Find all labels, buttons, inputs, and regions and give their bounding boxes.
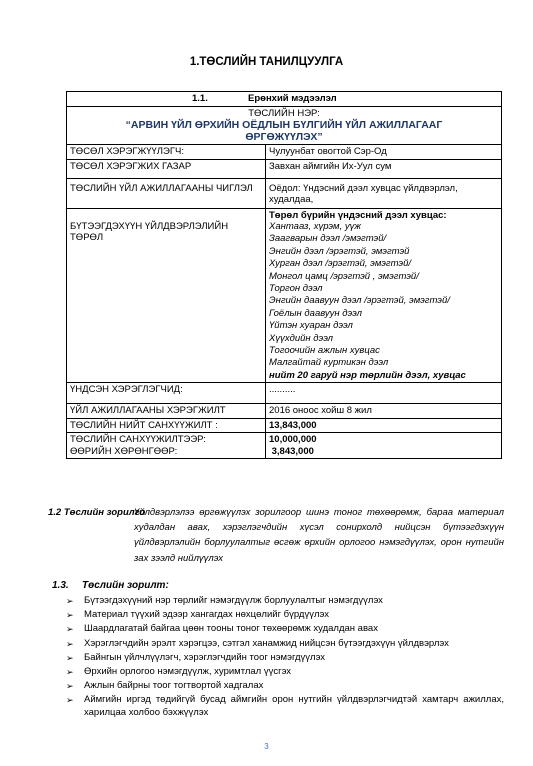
list-item [66,595,504,607]
row-value: 10,000,000 [269,434,317,446]
list-item [66,666,504,678]
list-item [66,638,504,650]
product-total: нийт 20 гаруй нэр төрлийн дээл, хувцас [269,369,466,381]
list-item: Гоёлын даавуун дээл [269,307,362,319]
row-label: ТӨСЛИЙН ҮЙЛ АЖИЛЛАГААНЫ ЧИГЛЭЛ [67,178,266,208]
list-item: Тогоочийн ажлын хувцас [269,345,380,357]
list-item [66,609,504,621]
objectives-list [66,595,504,721]
row-value: .......... [266,383,502,404]
list-item: Заагварын дээл /эмэгтэй/ [269,233,387,245]
table-row [67,92,502,107]
product-list-cell [266,208,502,383]
list-item [66,694,504,718]
list-item: Малгайтай куртикэн дээл [269,357,389,369]
arrow-bullet-icon: ➢ [66,624,74,635]
project-name-line1: “АРВИН ҮЙЛ ӨРХИЙН ОЁДЛЫН БҮЛГИЙН ҮЙЛ АЖИЛЛАГААГ [125,119,443,131]
row-value: 3,843,000 [269,445,314,457]
list-item: Торгон дээл [269,283,323,295]
list-item-text: Байнгын үйлчлүүлэгч, хэрэглэгчдийн тоог нэмэгдүүлэх [84,651,326,663]
list-item: Энгийн даавуун дээл /эрэгтэй, эмэгтэй/ [269,295,450,307]
list-item: Хурган дээл /эрэгтэй, эмэгтэй/ [269,258,411,270]
list-item: Энгийн дээл /эрэгтэй, эмэгтэй [269,245,410,257]
table-row [67,145,502,160]
table-row [67,208,502,383]
row-value: 2016 оноос хойш 8 жил [266,404,502,419]
arrow-bullet-icon: ➢ [66,695,74,706]
table-row [67,418,502,433]
finance-labels [67,433,266,459]
list-item-text: Аймгийн иргэд төдийгүй бусад аймгийн орон нутгийн үйлдвэрлэгчидтэй хамтарч ажиллах, харилцаа холбоо бэхжүүлэх [84,694,504,718]
objectives-number: 1.3. [52,580,69,591]
row-label: ТӨСЛИЙН НИЙТ САНХҮҮЖИЛТ : [67,418,266,433]
arrow-bullet-icon: ➢ [66,610,74,621]
list-item [66,652,504,664]
row-label: БҮТЭЭГДЭХҮҮН ҮЙЛДВЭРЛЭЛИЙН ТӨРӨЛ [67,208,266,383]
list-item-text: Шаардлагатай байгаа цөөн тооны тоног төхөөрөмж худалдан авах [84,623,378,635]
table-row [67,159,502,178]
list-item: Үйтэн хуаран дээл [269,320,353,332]
row-value: Завхан аймгийн Их-Уул сум [266,159,502,178]
page-number: 3 [264,742,269,751]
list-item [66,623,504,635]
section-label: Ерөнхий мэдээлэл [248,93,337,104]
project-name-cell [67,106,502,145]
table-row [67,404,502,419]
project-name-line2: ӨРГӨЖҮҮЛЭХ” [245,131,323,143]
row-value: Оёдол: Үндэсний дээл хувцас үйлдвэрлэл, худалдаа, [266,178,502,208]
row-label: ТӨСӨЛ ХЭРЭГЖИХ ГАЗАР [67,159,266,178]
list-item-text: Өрхийн орлогоо нэмэгдүүлж, хуримтлал үүсгэх [84,666,292,678]
objectives-heading [52,580,169,591]
list-item: Хүүхдийн дээл [269,332,334,344]
row-label: ҮНДСЭН ХЭРЭГЛЭГЧИД: [67,383,266,404]
list-item-text: Ажлын байрны тоог тогтвортой хадгалах [84,680,264,692]
goal-label: 1.2 Төслийн зорилго [48,507,146,518]
list-item-text: Бүтээгдэхүүний нэр төрлийг нэмэгдүүлж борлуулалтыг нэмэгдүүлэх [84,595,383,606]
page-title: 1.ТӨСЛИЙН ТАНИЛЦУУЛГА [189,56,344,68]
row-label: ӨӨРИЙН ХӨРӨНГӨӨР: [70,445,178,457]
arrow-bullet-icon: ➢ [66,681,74,692]
row-label: ҮЙЛ АЖИЛЛАГААНЫ ХЭРЭГЖИЛТ [67,404,266,419]
list-item-text: Материал түүхий эдээр хангагдах нөхцөлийг бүрдүүлэх [84,609,330,621]
product-list-header: Төрөл бүрийн үндэсний дээл хувцас: [269,209,447,221]
arrow-bullet-icon: ➢ [66,667,74,678]
arrow-bullet-icon: ➢ [66,652,74,663]
table-row [67,106,502,145]
goal-text: Үйлдвэрлэлээ өргөжүүлэх зорилгоор шинэ тоног төхөөрөмж, бараа материал худалдан авах, хэрэглэгчдийн хүсэл сонирхолд нийцсэн бүтээгдэхүүн үйлдвэрлэлийн борлуулалтыг өсгөж өрхийн орлогоо нэмэгдүүлэх, орон нутгийн зах зээлд нийлүүлэх [134,507,504,564]
table-row [67,178,502,208]
list-item [66,680,504,692]
row-label: ТӨСӨЛ ХЭРЭГЖҮҮЛЭГЧ: [67,145,266,160]
list-item: Хантааз, хүрэм, уүж [269,221,361,232]
list-item-text: Хэрэглэгчдийн эрэлт хэрэгцээ, сэтгэл ханамжид нийцсэн бүтээгдэхүүн үйлдвэрлэх [84,637,449,649]
section-number: 1.1. [192,93,208,104]
row-label: ТӨСЛИЙН САНХҮҮЖИЛТЭЭР: [70,434,206,446]
finance-values [266,433,502,459]
table-row [67,433,502,459]
list-item: Монгол цамц /эрэгтэй , эмэгтэй/ [269,270,419,282]
row-value: 13,843,000 [266,418,502,433]
project-info-table [66,91,502,459]
objectives-label: Төслийн зорилт: [82,580,169,591]
section-heading [67,92,502,107]
arrow-bullet-icon: ➢ [66,596,74,606]
row-value: Чулуунбат овогтой Сэр-Од [266,145,502,160]
arrow-bullet-icon: ➢ [66,638,74,649]
project-name-label: ТӨСЛИЙН НЭР: [248,107,320,119]
table-row [67,383,502,404]
